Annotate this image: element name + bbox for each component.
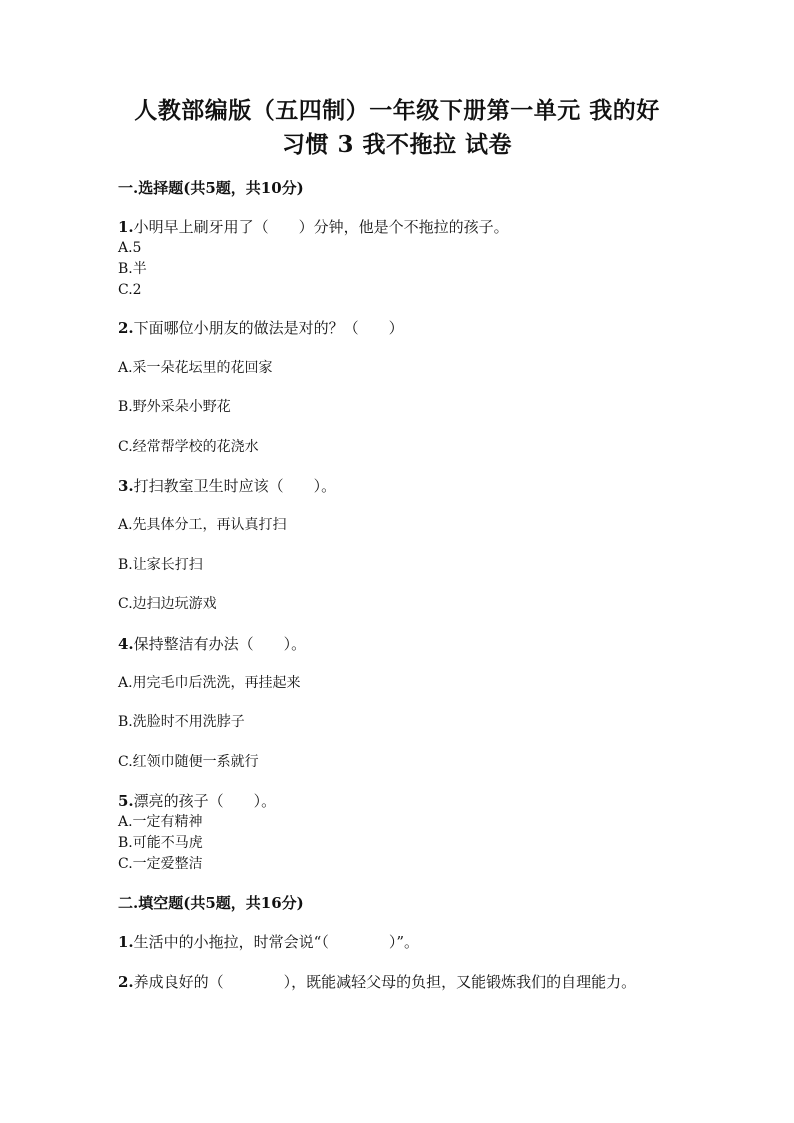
option-a: A.采一朵花坛里的花回家 (118, 360, 273, 376)
question-text: 漂亮的孩子（ ）。 (133, 792, 277, 810)
option-b: B.可能不马虎 (118, 835, 203, 851)
option-b: B.洗脸时不用洗脖子 (118, 714, 245, 730)
question-number: 4. (118, 635, 134, 653)
option-a: A.先具体分工，再认真打扫 (118, 517, 287, 533)
option-b: B.半 (118, 261, 147, 277)
section-header-choice: 一.选择题(共5题，共10分) (118, 179, 304, 197)
question-number: 2. (118, 319, 134, 337)
option-c: C.边扫边玩游戏 (118, 596, 217, 612)
option-c: C.红领巾随便一系就行 (118, 754, 259, 770)
question-text: 小明早上刷牙用了（ ）分钟，他是个不拖拉的孩子。 (133, 218, 509, 236)
fill-question-2 (118, 971, 663, 993)
question-text: 生活中的小拖拉，时常会说“（ ）”。 (133, 933, 420, 951)
option-a: A.一定有精神 (118, 814, 203, 830)
question-text: 保持整洁有办法（ ）。 (133, 635, 307, 653)
question-text: 下面哪位小朋友的做法是对的？（ ） (133, 319, 404, 337)
question-2 (118, 317, 678, 339)
fill-question-1 (118, 931, 678, 953)
question-text: 养成良好的（ ），既能减轻父母的负担，又能锻炼我们的自理能力。 (133, 973, 637, 991)
option-c: C.2 (118, 282, 142, 298)
option-c: C.一定爱整洁 (118, 856, 203, 872)
question-text: 打扫教室卫生时应该（ ）。 (133, 477, 337, 495)
question-number: 3. (118, 477, 134, 495)
question-number: 1. (118, 218, 134, 236)
exam-title-line-1: 人教部编版（五四制）一年级下册第一单元 我的好 (134, 97, 660, 124)
option-b: B.让家长打扫 (118, 557, 203, 573)
option-b: B.野外采朵小野花 (118, 399, 231, 415)
exam-title-line-2: 习惯 3 我不拖拉 试卷 (281, 131, 513, 158)
question-4 (118, 633, 678, 655)
question-number: 2. (118, 973, 134, 991)
option-a: A.用完毛巾后洗洗，再挂起来 (118, 675, 301, 691)
question-5 (118, 790, 678, 812)
option-a: A.5 (118, 240, 142, 256)
question-3 (118, 475, 678, 497)
question-number: 5. (118, 792, 134, 810)
option-c: C.经常帮学校的花浇水 (118, 439, 259, 455)
section-header-fill-blank: 二.填空题(共5题，共16分) (118, 894, 304, 912)
question-number: 1. (118, 933, 134, 951)
question-1 (118, 216, 678, 238)
